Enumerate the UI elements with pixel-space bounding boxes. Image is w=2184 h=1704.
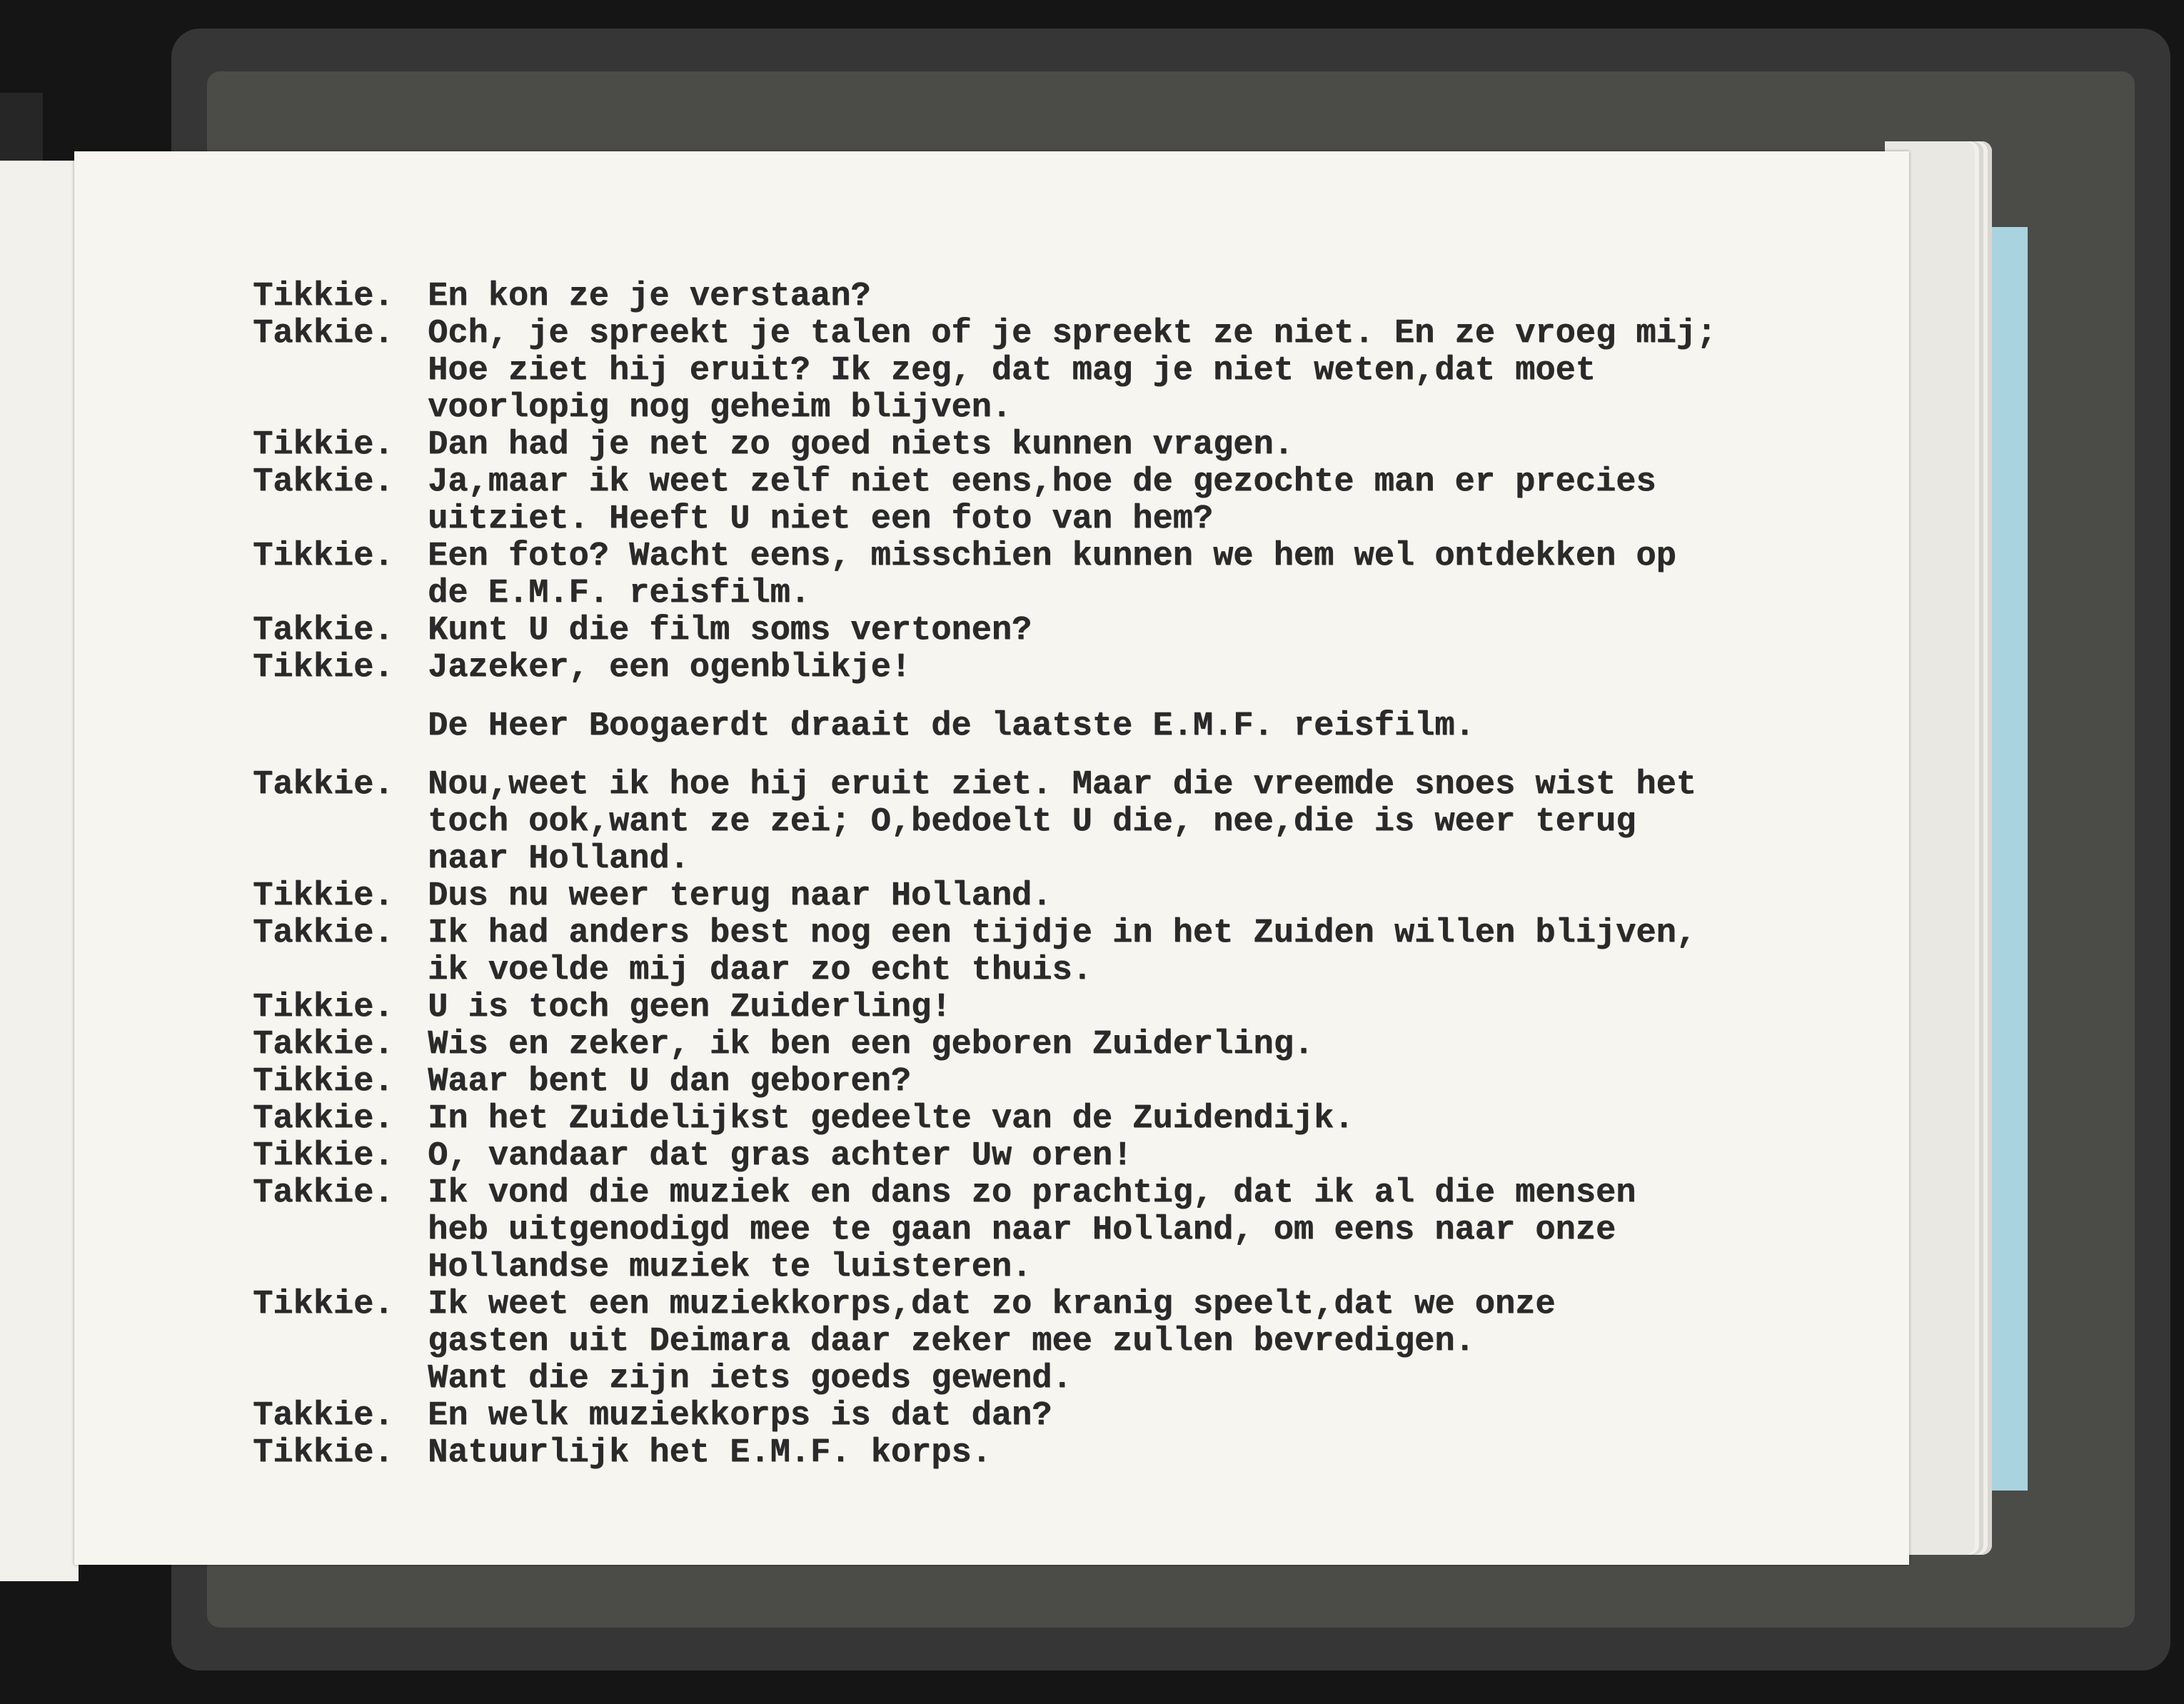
speech-line: Natuurlijk het E.M.F. korps.	[428, 1434, 992, 1472]
typed-page	[74, 151, 1909, 1565]
speech-lines	[428, 316, 1845, 427]
dialogue-entry	[253, 464, 1845, 538]
speech-line: En kon ze je verstaan?	[428, 278, 871, 316]
speech-line: In het Zuidelijkst gedeelte van de Zuidendijk.	[428, 1100, 1354, 1138]
speaker-name: Tikkie.	[253, 1286, 394, 1324]
speech-line: naar Holland.	[428, 840, 690, 878]
speech-lines	[428, 1027, 1845, 1064]
speech-line: Want die zijn iets goeds gewend.	[428, 1360, 1072, 1398]
facing-page-edge	[0, 161, 79, 1581]
dialogue-after	[253, 767, 1845, 1472]
speaker-name: Takkie.	[253, 1397, 394, 1435]
speech-line: Ik vond die muziek en dans zo prachtig, dat ik al die mensen	[428, 1174, 1636, 1212]
speech-lines	[428, 1064, 1845, 1101]
speaker-name: Takkie.	[253, 766, 394, 804]
speech-line: toch ook,want ze zei; O,bedoelt U die, nee,die is weer terug	[428, 803, 1636, 841]
speaker-name: Takkie.	[253, 463, 394, 501]
speaker-name: Tikkie.	[253, 649, 394, 687]
speech-lines	[428, 767, 1845, 878]
dialogue-entry	[253, 1138, 1845, 1175]
speech-line: Hoe ziet hij eruit? Ik zeg, dat mag je niet weten,dat moet	[428, 352, 1596, 390]
speech-lines	[428, 650, 1845, 687]
script-text	[253, 278, 1845, 1472]
speaker-name: Takkie.	[253, 315, 394, 353]
dialogue-entry	[253, 915, 1845, 989]
speech-line: O, vandaar dat gras achter Uw oren!	[428, 1137, 1133, 1175]
speech-line: gasten uit Deimara daar zeker mee zullen bevredigen.	[428, 1323, 1475, 1361]
dialogue-entry	[253, 1286, 1845, 1398]
dialogue-entry	[253, 767, 1845, 878]
speech-line: Dan had je net zo goed niets kunnen vragen.	[428, 426, 1294, 464]
dialogue-entry	[253, 316, 1845, 427]
speech-line: de E.M.F. reisfilm.	[428, 575, 810, 612]
dialogue-before	[253, 278, 1845, 687]
speech-line: voorlopig nog geheim blijven.	[428, 389, 1012, 427]
speech-line: Wis en zeker, ik ben een geboren Zuiderling.	[428, 1026, 1314, 1064]
speaker-name: Tikkie.	[253, 1137, 394, 1175]
dialogue-entry	[253, 1435, 1845, 1472]
speech-lines	[428, 464, 1845, 538]
speech-line: U is toch geen Zuiderling!	[428, 989, 952, 1027]
speaker-name: Tikkie.	[253, 426, 394, 464]
dialogue-entry	[253, 1027, 1845, 1064]
speaker-name: Tikkie.	[253, 1434, 394, 1472]
speaker-name: Takkie.	[253, 914, 394, 952]
dialogue-entry	[253, 278, 1845, 316]
speaker-name: Takkie.	[253, 1100, 394, 1138]
speech-line: ik voelde mij daar zo echt thuis.	[428, 952, 1092, 989]
speech-lines	[428, 878, 1845, 915]
dialogue-entry	[253, 538, 1845, 612]
speech-line: Een foto? Wacht eens, misschien kunnen we hem wel ontdekken op	[428, 538, 1676, 575]
speech-lines	[428, 538, 1845, 612]
speech-lines	[428, 427, 1845, 464]
speech-lines	[428, 1138, 1845, 1175]
speech-line: Ja,maar ik weet zelf niet eens,hoe de gezochte man er precies	[428, 463, 1656, 501]
speech-lines	[428, 1175, 1845, 1286]
speaker-name: Tikkie.	[253, 989, 394, 1027]
speaker-name: Takkie.	[253, 1026, 394, 1064]
speech-lines	[428, 278, 1845, 316]
dialogue-entry	[253, 989, 1845, 1027]
dialogue-entry	[253, 1101, 1845, 1138]
speech-line: Och, je spreekt je talen of je spreekt ze niet. En ze vroeg mij;	[428, 315, 1717, 353]
dialogue-entry	[253, 427, 1845, 464]
speech-line: Ik weet een muziekkorps,dat zo kranig speelt,dat we onze	[428, 1286, 1556, 1324]
speech-line: heb uitgenodigd mee te gaan naar Holland, om eens naar onze	[428, 1211, 1616, 1249]
stage-direction: De Heer Boogaerdt draait de laatste E.M.F. reisfilm.	[428, 707, 1475, 745]
dialogue-entry	[253, 1064, 1845, 1101]
speaker-name: Tikkie.	[253, 538, 394, 575]
speech-lines	[428, 1435, 1845, 1472]
speech-lines	[428, 1398, 1845, 1435]
speaker-name: Takkie.	[253, 1174, 394, 1212]
dialogue-entry	[253, 878, 1845, 915]
speaker-name: Tikkie.	[253, 1063, 394, 1101]
speech-line: Kunt U die film soms vertonen?	[428, 612, 1032, 650]
speech-lines	[428, 915, 1845, 989]
speech-line: Waar bent U dan geboren?	[428, 1063, 911, 1101]
dialogue-entry	[253, 1175, 1845, 1286]
speaker-name: Tikkie.	[253, 877, 394, 915]
dialogue-entry	[253, 612, 1845, 650]
speech-lines	[428, 612, 1845, 650]
speech-lines	[428, 1101, 1845, 1138]
speech-line: Hollandse muziek te luisteren.	[428, 1249, 1032, 1286]
dialogue-entry	[253, 1398, 1845, 1435]
speech-line: Nou,weet ik hoe hij eruit ziet. Maar die vreemde snoes wist het	[428, 766, 1696, 804]
speech-line: Dus nu weer terug naar Holland.	[428, 877, 1052, 915]
speaker-name: Tikkie.	[253, 278, 394, 316]
speaker-name: Takkie.	[253, 612, 394, 650]
speech-lines	[428, 1286, 1845, 1398]
speech-line: Jazeker, een ogenblikje!	[428, 649, 911, 687]
dialogue-entry	[253, 650, 1845, 687]
speech-line: Ik had anders best nog een tijdje in het Zuiden willen blijven,	[428, 914, 1696, 952]
speech-line: En welk muziekkorps is dat dan?	[428, 1397, 1052, 1435]
speech-lines	[428, 989, 1845, 1027]
speech-line: uitziet. Heeft U niet een foto van hem?	[428, 500, 1213, 538]
